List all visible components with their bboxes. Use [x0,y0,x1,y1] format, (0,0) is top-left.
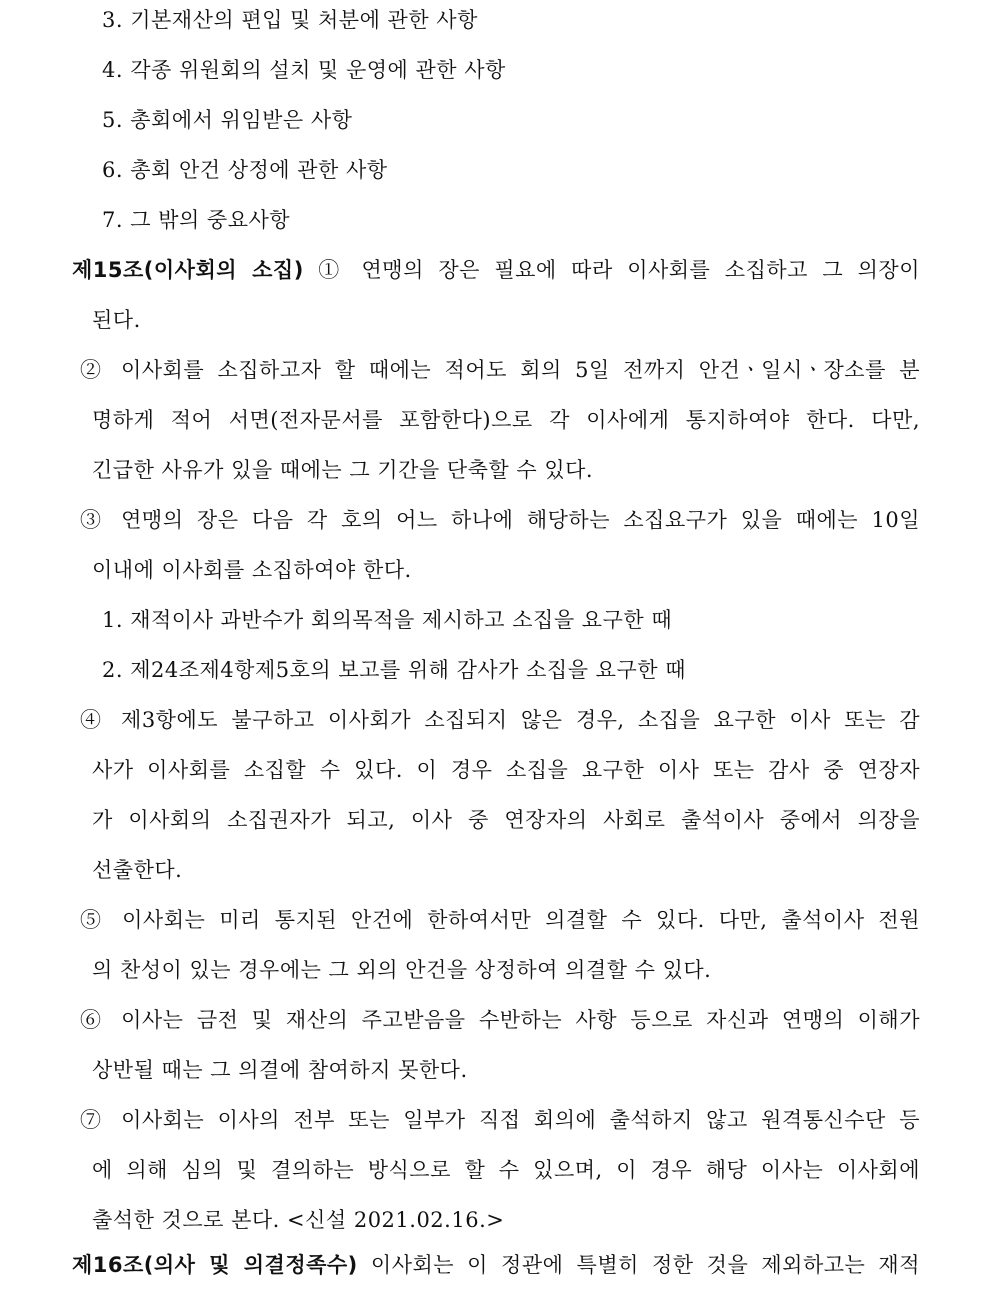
paragraph-3-line: ③ 연맹의 장은 다음 각 호의 어느 하나에 해당하는 소집요구가 있을 때에는 10일 [80,508,920,532]
paragraph-7-line: 출석한 것으로 본다. <신설 2021.02.16.> [92,1208,505,1232]
paragraph-4-line: 사가 이사회를 소집할 수 있다. 이 경우 소집을 요구한 이사 또는 감사 중 연장자 [92,758,920,782]
paragraph-2-line: ② 이사회를 소집하고자 할 때에는 적어도 회의 5일 전까지 안건ㆍ일시ㆍ장소를 분 [80,358,920,382]
paragraph-4-line: 선출한다. [92,858,183,882]
paragraph-1-continuation: 된다. [92,308,141,332]
paragraph-6-line: ⑥ 이사는 금전 및 재산의 주고받음을 수반하는 사항 등으로 자신과 연맹의 이해가 [80,1008,920,1032]
paragraph-3-line: 이내에 이사회를 소집하여야 한다. [92,558,412,582]
list-item: 5. 총회에서 위임받은 사항 [102,108,353,132]
list-item: 7. 그 밖의 중요사항 [102,208,291,232]
article-15-heading: 제15조(이사회의 소집) [72,258,304,282]
article-16-heading: 제16조(의사 및 의결정족수) [72,1253,358,1277]
paragraph-5-line: 의 찬성이 있는 경우에는 그 외의 안건을 상정하여 의결할 수 있다. [92,958,712,982]
list-item: 4. 각종 위원회의 설치 및 운영에 관한 사항 [102,58,506,82]
list-item: 1. 재적이사 과반수가 회의목적을 제시하고 소집을 요구한 때 [102,608,673,632]
paragraph-5-line: ⑤ 이사회는 미리 통지된 안건에 한하여서만 의결할 수 있다. 다만, 출석이사 전원 [80,908,920,932]
paragraph-4-line: 가 이사회의 소집권자가 되고, 이사 중 연장자의 사회로 출석이사 중에서 의장을 [92,808,920,832]
paragraph-1-text: ① 연맹의 장은 필요에 따라 이사회를 소집하고 그 의장이 [318,258,920,282]
article-16-text: 이사회는 이 정관에 특별히 정한 것을 제외하고는 재적 [370,1253,920,1277]
paragraph-6-line: 상반될 때는 그 의결에 참여하지 못한다. [92,1058,468,1082]
article-15-first-line [72,245,920,295]
list-item: 2. 제24조제4항제5호의 보고를 위해 감사가 소집을 요구한 때 [102,658,686,682]
paragraph-7-line: ⑦ 이사회는 이사의 전부 또는 일부가 직접 회의에 출석하지 않고 원격통신수단 등 [80,1108,920,1132]
paragraph-2-line: 긴급한 사유가 있을 때에는 그 기간을 단축할 수 있다. [92,458,594,482]
list-item: 3. 기본재산의 편입 및 처분에 관한 사항 [102,8,478,32]
paragraph-7-line: 에 의해 심의 및 결의하는 방식으로 할 수 있으며, 이 경우 해당 이사는 이사회에 [92,1158,920,1182]
paragraph-4-line: ④ 제3항에도 불구하고 이사회가 소집되지 않은 경우, 소집을 요구한 이사 또는 감 [80,708,920,732]
paragraph-2-line: 명하게 적어 서면(전자문서를 포함한다)으로 각 이사에게 통지하여야 한다. 다만, [92,408,920,432]
list-item: 6. 총회 안건 상정에 관한 사항 [102,158,388,182]
